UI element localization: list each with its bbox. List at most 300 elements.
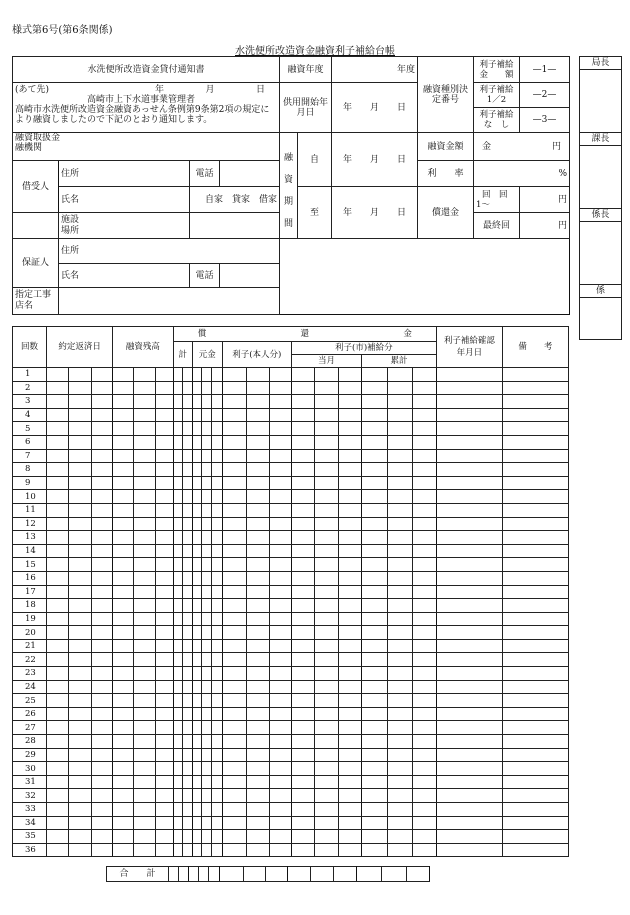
ledger-cell[interactable] <box>269 830 291 844</box>
ledger-cell[interactable] <box>155 707 173 721</box>
ledger-cell[interactable] <box>134 517 155 531</box>
ledger-cell[interactable] <box>91 653 112 667</box>
ledger-cell[interactable] <box>113 830 134 844</box>
ledger-cell[interactable] <box>291 694 314 708</box>
ledger-cell[interactable] <box>502 599 568 613</box>
ledger-cell[interactable] <box>192 449 202 463</box>
ledger-cell[interactable] <box>202 830 212 844</box>
ledger-cell[interactable] <box>91 368 112 382</box>
ledger-cell[interactable] <box>222 639 246 653</box>
ledger-cell[interactable] <box>338 762 361 776</box>
ledger-cell[interactable] <box>183 476 193 490</box>
ledger-cell[interactable] <box>212 476 223 490</box>
ledger-cell[interactable] <box>173 830 183 844</box>
ledger-cell[interactable] <box>69 626 91 640</box>
ledger-cell[interactable] <box>183 748 193 762</box>
ledger-cell[interactable] <box>173 626 183 640</box>
ledger-cell[interactable] <box>91 435 112 449</box>
ledger-cell[interactable] <box>173 816 183 830</box>
ledger-cell[interactable] <box>212 626 223 640</box>
ledger-cell[interactable] <box>69 707 91 721</box>
ledger-cell[interactable] <box>315 843 338 857</box>
ledger-cell[interactable] <box>47 816 69 830</box>
ledger-cell[interactable] <box>315 395 338 409</box>
ledger-cell[interactable] <box>247 408 269 422</box>
ledger-cell[interactable] <box>47 694 69 708</box>
ledger-cell[interactable] <box>212 816 223 830</box>
ledger-cell[interactable] <box>222 503 246 517</box>
ledger-cell[interactable] <box>47 789 69 803</box>
ledger-cell[interactable] <box>155 843 173 857</box>
ledger-cell[interactable] <box>413 476 437 490</box>
ledger-cell[interactable] <box>387 381 413 395</box>
ledger-cell[interactable] <box>436 775 502 789</box>
ledger-cell[interactable] <box>91 694 112 708</box>
ledger-cell[interactable] <box>247 517 269 531</box>
ledger-cell[interactable] <box>222 775 246 789</box>
ledger-cell[interactable] <box>247 463 269 477</box>
ledger-cell[interactable] <box>192 789 202 803</box>
ledger-cell[interactable] <box>269 639 291 653</box>
ledger-cell[interactable] <box>47 571 69 585</box>
ledger-cell[interactable] <box>69 816 91 830</box>
ledger-cell[interactable] <box>387 762 413 776</box>
ledger-cell[interactable] <box>155 653 173 667</box>
ledger-cell[interactable] <box>291 422 314 436</box>
ledger-cell[interactable] <box>413 789 437 803</box>
ledger-cell[interactable] <box>183 490 193 504</box>
ledger-cell[interactable] <box>212 381 223 395</box>
ledger-cell[interactable] <box>222 667 246 681</box>
ledger-cell[interactable] <box>91 599 112 613</box>
ledger-cell[interactable] <box>183 626 193 640</box>
ledger-cell[interactable] <box>47 395 69 409</box>
ledger-cell[interactable] <box>202 762 212 776</box>
ledger-cell[interactable] <box>247 599 269 613</box>
ledger-cell[interactable] <box>134 368 155 382</box>
ledger-cell[interactable] <box>269 843 291 857</box>
ledger-cell[interactable] <box>202 585 212 599</box>
ledger-cell[interactable] <box>387 843 413 857</box>
ledger-cell[interactable] <box>413 368 437 382</box>
ledger-cell[interactable] <box>173 599 183 613</box>
ledger-cell[interactable] <box>155 368 173 382</box>
ledger-cell[interactable] <box>247 789 269 803</box>
ledger-cell[interactable] <box>212 694 223 708</box>
ledger-cell[interactable] <box>113 775 134 789</box>
ledger-cell[interactable] <box>69 612 91 626</box>
ledger-cell[interactable] <box>134 830 155 844</box>
ledger-cell[interactable] <box>183 735 193 749</box>
ledger-cell[interactable] <box>338 639 361 653</box>
ledger-cell[interactable] <box>247 449 269 463</box>
ledger-cell[interactable] <box>212 531 223 545</box>
ledger-cell[interactable] <box>155 762 173 776</box>
ledger-cell[interactable] <box>502 789 568 803</box>
ledger-cell[interactable] <box>269 789 291 803</box>
ledger-cell[interactable] <box>155 626 173 640</box>
ledger-cell[interactable] <box>91 517 112 531</box>
ledger-cell[interactable] <box>91 721 112 735</box>
ledger-cell[interactable] <box>134 626 155 640</box>
ledger-cell[interactable] <box>202 531 212 545</box>
ledger-cell[interactable] <box>202 748 212 762</box>
ledger-cell[interactable] <box>222 395 246 409</box>
ledger-cell[interactable] <box>202 626 212 640</box>
ledger-cell[interactable] <box>183 599 193 613</box>
ledger-cell[interactable] <box>91 381 112 395</box>
ledger-cell[interactable] <box>47 435 69 449</box>
totals-cell[interactable] <box>220 867 244 882</box>
ledger-cell[interactable] <box>387 803 413 817</box>
totals-cell[interactable] <box>199 867 209 882</box>
ledger-cell[interactable] <box>134 449 155 463</box>
ledger-cell[interactable] <box>192 707 202 721</box>
ledger-cell[interactable] <box>315 490 338 504</box>
ledger-cell[interactable] <box>155 803 173 817</box>
ledger-cell[interactable] <box>212 762 223 776</box>
ledger-cell[interactable] <box>362 707 388 721</box>
ledger-cell[interactable] <box>269 503 291 517</box>
ledger-cell[interactable] <box>291 395 314 409</box>
ledger-cell[interactable] <box>222 762 246 776</box>
ledger-cell[interactable] <box>134 680 155 694</box>
ledger-cell[interactable] <box>69 667 91 681</box>
ledger-cell[interactable] <box>247 694 269 708</box>
ledger-cell[interactable] <box>436 816 502 830</box>
ledger-cell[interactable] <box>315 694 338 708</box>
ledger-cell[interactable] <box>91 830 112 844</box>
ledger-cell[interactable] <box>91 449 112 463</box>
ledger-cell[interactable] <box>338 585 361 599</box>
ledger-cell[interactable] <box>183 639 193 653</box>
ledger-cell[interactable] <box>362 585 388 599</box>
ledger-cell[interactable] <box>134 381 155 395</box>
ledger-cell[interactable] <box>436 667 502 681</box>
ledger-cell[interactable] <box>291 721 314 735</box>
ledger-cell[interactable] <box>502 707 568 721</box>
ledger-cell[interactable] <box>291 762 314 776</box>
ledger-cell[interactable] <box>212 585 223 599</box>
ledger-cell[interactable] <box>113 599 134 613</box>
ledger-cell[interactable] <box>155 544 173 558</box>
ledger-cell[interactable] <box>192 843 202 857</box>
ledger-cell[interactable] <box>183 653 193 667</box>
ledger-cell[interactable] <box>183 585 193 599</box>
ledger-cell[interactable] <box>387 490 413 504</box>
ledger-cell[interactable] <box>113 408 134 422</box>
ledger-cell[interactable] <box>69 680 91 694</box>
ledger-cell[interactable] <box>362 680 388 694</box>
ledger-cell[interactable] <box>134 612 155 626</box>
ledger-cell[interactable] <box>362 531 388 545</box>
ledger-cell[interactable] <box>362 762 388 776</box>
ledger-cell[interactable] <box>134 803 155 817</box>
ledger-cell[interactable] <box>192 558 202 572</box>
ledger-cell[interactable] <box>436 490 502 504</box>
ledger-cell[interactable] <box>291 408 314 422</box>
ledger-cell[interactable] <box>134 531 155 545</box>
ledger-cell[interactable] <box>436 803 502 817</box>
ledger-cell[interactable] <box>338 422 361 436</box>
ledger-cell[interactable] <box>91 680 112 694</box>
ledger-cell[interactable] <box>269 721 291 735</box>
ledger-cell[interactable] <box>387 748 413 762</box>
ledger-cell[interactable] <box>269 476 291 490</box>
ledger-cell[interactable] <box>338 476 361 490</box>
totals-cell[interactable] <box>311 867 334 882</box>
ledger-cell[interactable] <box>247 843 269 857</box>
ledger-cell[interactable] <box>192 680 202 694</box>
ledger-cell[interactable] <box>47 368 69 382</box>
ledger-cell[interactable] <box>362 503 388 517</box>
ledger-cell[interactable] <box>362 612 388 626</box>
ledger-cell[interactable] <box>202 816 212 830</box>
ledger-cell[interactable] <box>134 558 155 572</box>
ledger-cell[interactable] <box>69 395 91 409</box>
ledger-cell[interactable] <box>183 721 193 735</box>
ledger-cell[interactable] <box>291 626 314 640</box>
ledger-cell[interactable] <box>91 422 112 436</box>
ledger-cell[interactable] <box>222 735 246 749</box>
ledger-cell[interactable] <box>362 571 388 585</box>
ledger-cell[interactable] <box>183 395 193 409</box>
ledger-cell[interactable] <box>113 490 134 504</box>
service-start-field[interactable] <box>332 83 418 133</box>
ledger-cell[interactable] <box>192 762 202 776</box>
ledger-cell[interactable] <box>192 612 202 626</box>
ledger-cell[interactable] <box>338 803 361 817</box>
ledger-cell[interactable] <box>315 775 338 789</box>
ledger-cell[interactable] <box>387 435 413 449</box>
ledger-cell[interactable] <box>502 544 568 558</box>
ledger-cell[interactable] <box>338 449 361 463</box>
ledger-cell[interactable] <box>47 463 69 477</box>
ledger-cell[interactable] <box>247 490 269 504</box>
ledger-cell[interactable] <box>113 381 134 395</box>
ledger-cell[interactable] <box>362 517 388 531</box>
ledger-cell[interactable] <box>436 558 502 572</box>
ledger-cell[interactable] <box>69 830 91 844</box>
stamp-box-section-chief[interactable] <box>580 146 622 209</box>
ledger-cell[interactable] <box>202 775 212 789</box>
ledger-cell[interactable] <box>91 775 112 789</box>
ledger-cell[interactable] <box>192 735 202 749</box>
ledger-cell[interactable] <box>436 694 502 708</box>
ledger-cell[interactable] <box>47 449 69 463</box>
ledger-cell[interactable] <box>436 544 502 558</box>
contractor-field[interactable] <box>59 288 280 315</box>
ledger-cell[interactable] <box>222 571 246 585</box>
ledger-cell[interactable] <box>436 599 502 613</box>
ledger-cell[interactable] <box>192 476 202 490</box>
ledger-cell[interactable] <box>69 449 91 463</box>
ledger-cell[interactable] <box>387 626 413 640</box>
ledger-cell[interactable] <box>173 707 183 721</box>
ledger-cell[interactable] <box>134 775 155 789</box>
ledger-cell[interactable] <box>247 544 269 558</box>
ledger-cell[interactable] <box>315 639 338 653</box>
stamp-box-director[interactable] <box>580 70 622 133</box>
ledger-cell[interactable] <box>113 476 134 490</box>
ledger-cell[interactable] <box>69 721 91 735</box>
ledger-cell[interactable] <box>315 626 338 640</box>
ledger-cell[interactable] <box>413 381 437 395</box>
ledger-cell[interactable] <box>91 490 112 504</box>
ledger-cell[interactable] <box>222 803 246 817</box>
ledger-cell[interactable] <box>69 517 91 531</box>
ledger-cell[interactable] <box>338 490 361 504</box>
ledger-cell[interactable] <box>269 381 291 395</box>
ledger-cell[interactable] <box>155 639 173 653</box>
ledger-cell[interactable] <box>173 803 183 817</box>
ledger-cell[interactable] <box>183 435 193 449</box>
ledger-cell[interactable] <box>247 653 269 667</box>
ledger-cell[interactable] <box>413 449 437 463</box>
ledger-cell[interactable] <box>173 476 183 490</box>
ledger-cell[interactable] <box>247 639 269 653</box>
ledger-cell[interactable] <box>387 694 413 708</box>
ledger-cell[interactable] <box>413 748 437 762</box>
ledger-cell[interactable] <box>173 503 183 517</box>
ledger-cell[interactable] <box>247 422 269 436</box>
ledger-cell[interactable] <box>202 707 212 721</box>
ledger-cell[interactable] <box>247 775 269 789</box>
ledger-cell[interactable] <box>291 843 314 857</box>
ledger-cell[interactable] <box>155 667 173 681</box>
ledger-cell[interactable] <box>183 843 193 857</box>
ledger-cell[interactable] <box>69 694 91 708</box>
ledger-cell[interactable] <box>338 381 361 395</box>
ledger-cell[interactable] <box>413 626 437 640</box>
ledger-cell[interactable] <box>338 544 361 558</box>
ledger-cell[interactable] <box>247 476 269 490</box>
ledger-cell[interactable] <box>192 639 202 653</box>
ledger-cell[interactable] <box>291 517 314 531</box>
ledger-cell[interactable] <box>362 435 388 449</box>
ledger-cell[interactable] <box>436 789 502 803</box>
ledger-cell[interactable] <box>338 531 361 545</box>
ledger-cell[interactable] <box>134 667 155 681</box>
ledger-cell[interactable] <box>183 531 193 545</box>
ledger-cell[interactable] <box>134 463 155 477</box>
ledger-cell[interactable] <box>413 639 437 653</box>
ledger-cell[interactable] <box>269 517 291 531</box>
ledger-cell[interactable] <box>47 490 69 504</box>
ledger-cell[interactable] <box>269 762 291 776</box>
ledger-cell[interactable] <box>436 449 502 463</box>
ledger-cell[interactable] <box>192 381 202 395</box>
ledger-cell[interactable] <box>69 735 91 749</box>
ledger-cell[interactable] <box>69 531 91 545</box>
ledger-cell[interactable] <box>173 463 183 477</box>
ledger-cell[interactable] <box>173 449 183 463</box>
ledger-cell[interactable] <box>291 368 314 382</box>
ledger-cell[interactable] <box>291 748 314 762</box>
ledger-cell[interactable] <box>222 422 246 436</box>
ledger-cell[interactable] <box>183 544 193 558</box>
ledger-cell[interactable] <box>212 843 223 857</box>
ledger-cell[interactable] <box>134 544 155 558</box>
ledger-cell[interactable] <box>362 789 388 803</box>
ledger-cell[interactable] <box>91 558 112 572</box>
ledger-cell[interactable] <box>502 395 568 409</box>
ledger-cell[interactable] <box>113 571 134 585</box>
ledger-cell[interactable] <box>202 422 212 436</box>
ledger-cell[interactable] <box>387 571 413 585</box>
ledger-cell[interactable] <box>222 544 246 558</box>
ledger-cell[interactable] <box>134 762 155 776</box>
ledger-cell[interactable] <box>502 639 568 653</box>
ledger-cell[interactable] <box>362 721 388 735</box>
ledger-cell[interactable] <box>269 775 291 789</box>
ledger-cell[interactable] <box>338 463 361 477</box>
ledger-cell[interactable] <box>362 748 388 762</box>
ledger-cell[interactable] <box>212 422 223 436</box>
totals-cell[interactable] <box>407 867 430 882</box>
ledger-cell[interactable] <box>269 707 291 721</box>
ledger-cell[interactable] <box>502 476 568 490</box>
ledger-cell[interactable] <box>387 395 413 409</box>
ledger-cell[interactable] <box>362 626 388 640</box>
ledger-cell[interactable] <box>91 408 112 422</box>
ledger-cell[interactable] <box>212 503 223 517</box>
ledger-cell[interactable] <box>202 735 212 749</box>
ledger-cell[interactable] <box>502 612 568 626</box>
ledger-cell[interactable] <box>502 667 568 681</box>
ledger-cell[interactable] <box>362 843 388 857</box>
ledger-cell[interactable] <box>212 748 223 762</box>
ledger-cell[interactable] <box>315 816 338 830</box>
ledger-cell[interactable] <box>113 639 134 653</box>
ledger-cell[interactable] <box>269 408 291 422</box>
ledger-cell[interactable] <box>362 544 388 558</box>
ledger-cell[interactable] <box>202 667 212 681</box>
ledger-cell[interactable] <box>222 408 246 422</box>
ledger-cell[interactable] <box>362 449 388 463</box>
ledger-cell[interactable] <box>113 558 134 572</box>
ledger-cell[interactable] <box>413 803 437 817</box>
ledger-cell[interactable] <box>387 544 413 558</box>
ledger-cell[interactable] <box>247 667 269 681</box>
ledger-cell[interactable] <box>212 680 223 694</box>
ledger-cell[interactable] <box>247 830 269 844</box>
totals-cell[interactable] <box>179 867 189 882</box>
ledger-cell[interactable] <box>202 558 212 572</box>
ledger-cell[interactable] <box>192 408 202 422</box>
ledger-cell[interactable] <box>413 762 437 776</box>
ledger-cell[interactable] <box>47 599 69 613</box>
ledger-cell[interactable] <box>387 775 413 789</box>
ledger-cell[interactable] <box>387 735 413 749</box>
ledger-cell[interactable] <box>202 571 212 585</box>
ledger-cell[interactable] <box>202 503 212 517</box>
ledger-cell[interactable] <box>291 463 314 477</box>
ledger-cell[interactable] <box>134 721 155 735</box>
ledger-cell[interactable] <box>387 667 413 681</box>
ledger-cell[interactable] <box>436 762 502 776</box>
borrower-phone-field[interactable] <box>220 161 280 187</box>
ledger-cell[interactable] <box>387 789 413 803</box>
ledger-cell[interactable] <box>222 585 246 599</box>
ledger-cell[interactable] <box>315 571 338 585</box>
ledger-cell[interactable] <box>502 803 568 817</box>
ledger-cell[interactable] <box>269 599 291 613</box>
ledger-cell[interactable] <box>91 503 112 517</box>
ledger-cell[interactable] <box>212 667 223 681</box>
ledger-cell[interactable] <box>247 803 269 817</box>
ledger-cell[interactable] <box>192 368 202 382</box>
